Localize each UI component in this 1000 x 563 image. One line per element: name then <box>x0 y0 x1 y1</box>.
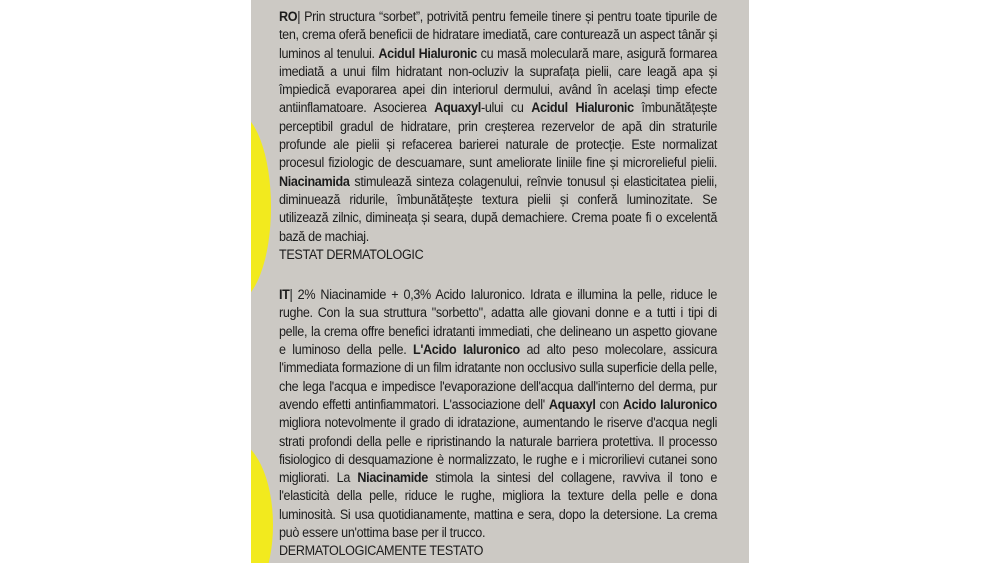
product-label-panel <box>251 0 749 563</box>
ingredient-name: Acidul Hialuronic <box>531 100 634 116</box>
section-spacer <box>279 264 717 286</box>
dermatological-tested-ro: TESTAT DERMATOLOGIC <box>279 246 424 262</box>
language-code-it: IT <box>279 287 290 303</box>
italian-description: IT| 2% Niacinamide + 0,3% Acido Ialuronico. Idrata e illumina la pelle, riduce le rughe. Con la sua struttura "sorbetto", adatta alle giovani donne e a tutti i tipi di pelle, la crema offre benefici idratanti immediati, che delineano un aspetto giovane e luminoso della pelle. L'Acido Ialuronico ad alto peso molecolare, assicura l'immediata formazione di un film idratante non occlusivo sulla superficie della pelle, che lega l'acqua e impedisce l'evaporazione dell'acqua dall'interno del derma, pur avendo effetti antinfiammatori. L'associazione dell' Aquaxyl con Acido Ialuronico migliora notevolmente il grado di idratazione, aumentando le riserve d'acqua negli strati profondi della pelle e ripristinando la naturale barriera protettiva. Il processo fisiologico di desquamazione è normalizzato, le rughe e i microrilievi cutanei sono migliorati. La Niacinamide stimola la sintesi del collagene, ravviva il tono e l'elasticità della pelle, riduce le rughe, migliora la texture della pelle e dona luminosità. Si usa quotidianamente, mattina e sera, dopo la detersione. La crema può essere un'ottima base per il trucco. <box>279 287 718 541</box>
ingredient-name: Aquaxyl <box>434 100 481 116</box>
ingredient-name: Niacinamida <box>279 173 350 189</box>
yellow-accent-shape <box>251 440 273 563</box>
dermatological-tested-it: DERMATOLOGICAMENTE TESTATO <box>279 543 484 559</box>
romanian-description: RO| Prin structura “sorbet”, potrivită pentru femeile tinere și pentru toate tipurile de ten, crema oferă beneficii de hidratare imediată, care conturează un aspect tânăr și luminos al tenului. Acidul Hialuronic cu masă moleculară mare, asigură formarea imediată a unui film hidratant non-ocluziv la suprafața pielii, care leagă apa și împiedică evaporarea apei din interiorul dermului, având în același timp efecte antiinflamatoare. Asocierea Aquaxyl-ului cu Acidul Hialuronic îmbunătățește perceptibil gradul de hidratare, prin creșterea rezervelor de apă din straturile profunde ale pielii și refacerea barierei naturale de protecție. Este normalizat procesul fiziologic de descuamare, sunt ameliorate liniile fine și microrelieful pielii. Niacinamida stimulează sinteza colagenului, reînvie tonusul și elasticitatea pielii, diminuează ridurile, îmbunătățește textura pielii și conferă luminozitate. Se utilizează zilnic, dimineața și seara, după demachiere. Crema poate fi o excelentă bază de machiaj. <box>279 9 718 244</box>
ingredient-name: Acidul Hialuronic <box>378 45 477 61</box>
ingredient-name: Aquaxyl <box>548 396 596 412</box>
ingredient-name: Acido Ialuronico <box>622 396 718 412</box>
ingredient-name: Niacinamide <box>357 470 428 486</box>
label-text-column <box>279 8 717 561</box>
language-code-ro: RO <box>279 9 298 24</box>
yellow-accent-shape <box>251 112 271 302</box>
ingredient-name: L'Acido Ialuronico <box>413 342 520 358</box>
